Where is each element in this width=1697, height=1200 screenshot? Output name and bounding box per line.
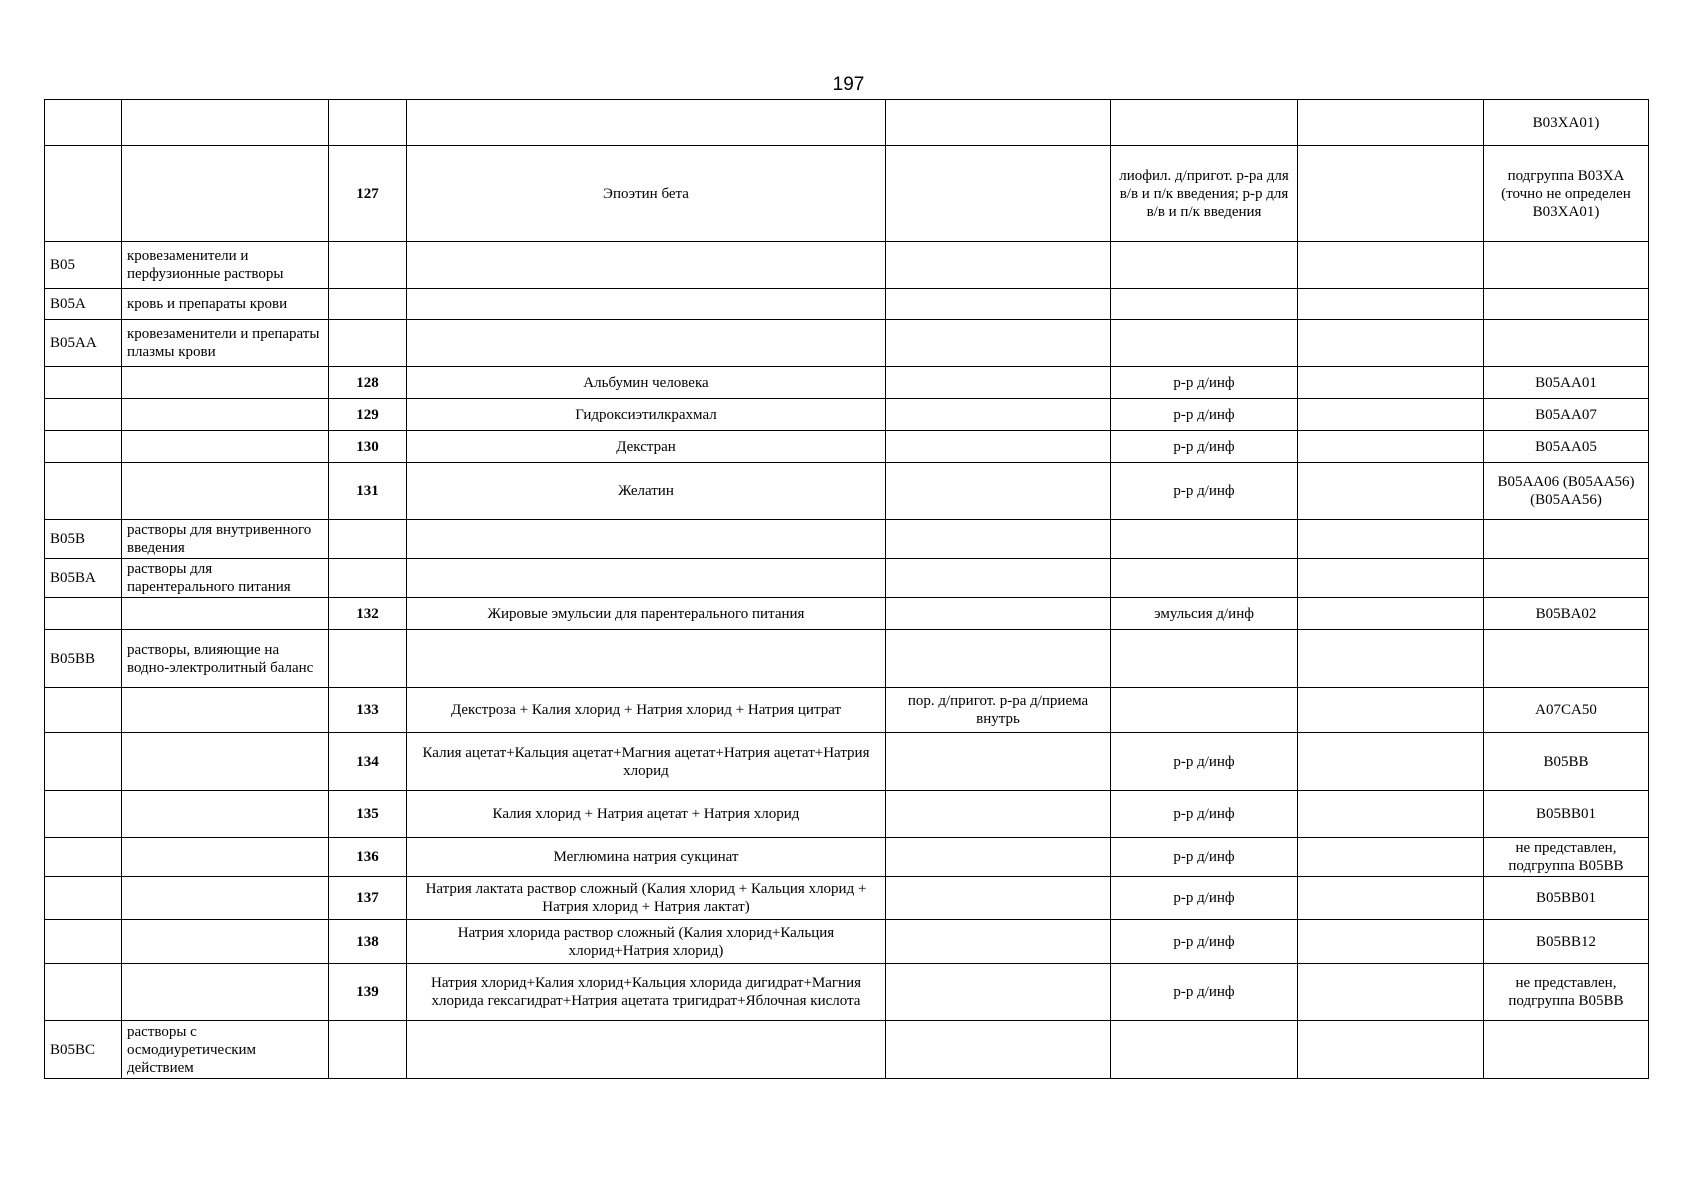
extra-cell (1298, 733, 1484, 791)
item-number-cell (329, 630, 407, 688)
item-number-cell: 130 (329, 431, 407, 463)
table-row (45, 289, 1649, 320)
table-row (45, 877, 1649, 920)
dosage-form-oral-cell (886, 598, 1111, 630)
group-name-cell (122, 688, 329, 733)
atc-code-cell (45, 598, 122, 630)
item-number-cell (329, 1021, 407, 1079)
group-name-cell: кровезаменители и перфузионные растворы (122, 242, 329, 289)
group-name-cell (122, 399, 329, 431)
item-number-cell: 134 (329, 733, 407, 791)
dosage-form-injection-cell: р-р д/инф (1111, 399, 1298, 431)
dosage-form-injection-cell (1111, 688, 1298, 733)
atc-reference-cell: B05BB01 (1484, 791, 1649, 838)
dosage-form-injection-cell: р-р д/инф (1111, 431, 1298, 463)
group-name-cell (122, 146, 329, 242)
drug-name-cell: Эпоэтин бета (407, 146, 886, 242)
dosage-form-oral-cell (886, 964, 1111, 1021)
drug-name-cell: Калия ацетат+Кальция ацетат+Магния ацетат+Натрия ацетат+Натрия хлорид (407, 733, 886, 791)
dosage-form-injection-cell: р-р д/инф (1111, 920, 1298, 964)
table-row (45, 320, 1649, 367)
table-row (45, 838, 1649, 877)
atc-code-cell (45, 399, 122, 431)
dosage-form-oral-cell (886, 630, 1111, 688)
atc-code-cell: B05BB (45, 630, 122, 688)
drug-name-cell: Гидроксиэтилкрахмал (407, 399, 886, 431)
group-name-cell: кровь и препараты крови (122, 289, 329, 320)
atc-code-cell (45, 733, 122, 791)
extra-cell (1298, 964, 1484, 1021)
drug-name-cell: Альбумин человека (407, 367, 886, 399)
drug-name-cell: Калия хлорид + Натрия ацетат + Натрия хлорид (407, 791, 886, 838)
dosage-form-oral-cell (886, 520, 1111, 559)
dosage-form-injection-cell (1111, 630, 1298, 688)
atc-reference-cell: B05AA07 (1484, 399, 1649, 431)
dosage-form-oral-cell (886, 463, 1111, 520)
extra-cell (1298, 520, 1484, 559)
table-row (45, 146, 1649, 242)
item-number-cell: 138 (329, 920, 407, 964)
table-row (45, 431, 1649, 463)
dosage-form-oral-cell (886, 920, 1111, 964)
extra-cell (1298, 242, 1484, 289)
extra-cell (1298, 289, 1484, 320)
dosage-form-injection-cell: р-р д/инф (1111, 791, 1298, 838)
group-name-cell: кровезаменители и препараты плазмы крови (122, 320, 329, 367)
drug-name-cell: Меглюмина натрия сукцинат (407, 838, 886, 877)
dosage-form-injection-cell (1111, 100, 1298, 146)
dosage-form-oral-cell (886, 289, 1111, 320)
group-name-cell: растворы для внутривенного введения (122, 520, 329, 559)
atc-reference-cell: не представлен, подгруппа B05BB (1484, 964, 1649, 1021)
item-number-cell: 139 (329, 964, 407, 1021)
atc-reference-cell: B05BB01 (1484, 877, 1649, 920)
table-row (45, 242, 1649, 289)
atc-reference-cell: B05AA01 (1484, 367, 1649, 399)
table-row (45, 688, 1649, 733)
item-number-cell: 132 (329, 598, 407, 630)
atc-reference-cell (1484, 320, 1649, 367)
extra-cell (1298, 1021, 1484, 1079)
group-name-cell (122, 431, 329, 463)
item-number-cell: 137 (329, 877, 407, 920)
atc-code-cell (45, 688, 122, 733)
table-row (45, 100, 1649, 146)
dosage-form-oral-cell (886, 431, 1111, 463)
item-number-cell: 133 (329, 688, 407, 733)
dosage-form-injection-cell: р-р д/инф (1111, 877, 1298, 920)
page-number: 197 (832, 74, 865, 95)
dosage-form-injection-cell: лиофил. д/пригот. р-ра для в/в и п/к введения; р-р для в/в и п/к введения (1111, 146, 1298, 242)
extra-cell (1298, 367, 1484, 399)
atc-reference-cell (1484, 520, 1649, 559)
atc-reference-cell: B03XA01) (1484, 100, 1649, 146)
drug-name-cell: Декстроза + Калия хлорид + Натрия хлорид + Натрия цитрат (407, 688, 886, 733)
dosage-form-oral-cell (886, 838, 1111, 877)
atc-reference-cell: B05BB12 (1484, 920, 1649, 964)
item-number-cell: 131 (329, 463, 407, 520)
dosage-form-oral-cell (886, 320, 1111, 367)
atc-code-cell (45, 463, 122, 520)
group-name-cell (122, 791, 329, 838)
item-number-cell (329, 289, 407, 320)
atc-reference-cell: не представлен, подгруппа B05BB (1484, 838, 1649, 877)
atc-reference-cell: B05BA02 (1484, 598, 1649, 630)
dosage-form-injection-cell (1111, 320, 1298, 367)
dosage-form-injection-cell: р-р д/инф (1111, 367, 1298, 399)
group-name-cell (122, 100, 329, 146)
atc-code-cell: B05AA (45, 320, 122, 367)
drug-name-cell (407, 320, 886, 367)
atc-code-cell: B05 (45, 242, 122, 289)
atc-code-cell (45, 791, 122, 838)
table-row (45, 733, 1649, 791)
atc-reference-cell (1484, 559, 1649, 598)
group-name-cell: растворы, влияющие на водно-электролитный баланс (122, 630, 329, 688)
dosage-form-oral-cell (886, 1021, 1111, 1079)
atc-code-cell: B05A (45, 289, 122, 320)
extra-cell (1298, 399, 1484, 431)
dosage-form-injection-cell: р-р д/инф (1111, 838, 1298, 877)
dosage-form-injection-cell (1111, 1021, 1298, 1079)
extra-cell (1298, 320, 1484, 367)
dosage-form-injection-cell: р-р д/инф (1111, 463, 1298, 520)
drug-name-cell (407, 1021, 886, 1079)
dosage-form-injection-cell: р-р д/инф (1111, 733, 1298, 791)
atc-code-cell: B05BA (45, 559, 122, 598)
group-name-cell (122, 964, 329, 1021)
atc-code-cell (45, 838, 122, 877)
dosage-form-oral-cell (886, 877, 1111, 920)
extra-cell (1298, 146, 1484, 242)
drug-name-cell (407, 520, 886, 559)
group-name-cell (122, 838, 329, 877)
atc-code-cell (45, 964, 122, 1021)
group-name-cell: растворы с осмодиуретическим действием (122, 1021, 329, 1079)
table-row (45, 463, 1649, 520)
dosage-form-injection-cell: эмульсия д/инф (1111, 598, 1298, 630)
item-number-cell (329, 559, 407, 598)
item-number-cell: 129 (329, 399, 407, 431)
dosage-form-oral-cell (886, 791, 1111, 838)
extra-cell (1298, 100, 1484, 146)
table-row (45, 520, 1649, 559)
item-number-cell: 127 (329, 146, 407, 242)
dosage-form-injection-cell: р-р д/инф (1111, 964, 1298, 1021)
item-number-cell (329, 242, 407, 289)
atc-code-cell (45, 920, 122, 964)
atc-reference-cell: B05AA06 (B05AA56) (B05AA56) (1484, 463, 1649, 520)
group-name-cell: растворы для парентерального питания (122, 559, 329, 598)
atc-code-cell (45, 877, 122, 920)
atc-code-cell: B05B (45, 520, 122, 559)
table-row (45, 598, 1649, 630)
atc-code-cell (45, 367, 122, 399)
dosage-form-oral-cell (886, 733, 1111, 791)
atc-reference-cell (1484, 630, 1649, 688)
dosage-form-injection-cell (1111, 520, 1298, 559)
group-name-cell (122, 463, 329, 520)
extra-cell (1298, 791, 1484, 838)
dosage-form-oral-cell (886, 367, 1111, 399)
item-number-cell: 135 (329, 791, 407, 838)
group-name-cell (122, 598, 329, 630)
dosage-form-oral-cell (886, 100, 1111, 146)
group-name-cell (122, 733, 329, 791)
atc-reference-cell (1484, 1021, 1649, 1079)
table-row (45, 1021, 1649, 1079)
atc-reference-cell (1484, 289, 1649, 320)
drug-name-cell: Декстран (407, 431, 886, 463)
atc-code-cell: B05BC (45, 1021, 122, 1079)
table-row (45, 964, 1649, 1021)
atc-reference-cell: B05AA05 (1484, 431, 1649, 463)
item-number-cell (329, 100, 407, 146)
drug-name-cell: Желатин (407, 463, 886, 520)
extra-cell (1298, 463, 1484, 520)
dosage-form-oral-cell (886, 146, 1111, 242)
atc-reference-cell: подгруппа B03XA (точно не определен B03XA01) (1484, 146, 1649, 242)
extra-cell (1298, 838, 1484, 877)
drug-name-cell (407, 559, 886, 598)
group-name-cell (122, 877, 329, 920)
dosage-form-oral-cell: пор. д/пригот. р-ра д/приема внутрь (886, 688, 1111, 733)
drug-name-cell (407, 289, 886, 320)
atc-reference-cell: B05BB (1484, 733, 1649, 791)
drug-name-cell: Натрия хлорида раствор сложный (Калия хлорид+Кальция хлорид+Натрия хлорид) (407, 920, 886, 964)
drug-table (44, 99, 1649, 1079)
atc-code-cell (45, 146, 122, 242)
table-row (45, 367, 1649, 399)
item-number-cell (329, 520, 407, 559)
group-name-cell (122, 367, 329, 399)
drug-name-cell: Натрия хлорид+Калия хлорид+Кальция хлорида дигидрат+Магния хлорида гексагидрат+Натрия ацетата тригидрат+Яблочная кислота (407, 964, 886, 1021)
table-row (45, 559, 1649, 598)
extra-cell (1298, 877, 1484, 920)
extra-cell (1298, 630, 1484, 688)
table-row (45, 920, 1649, 964)
dosage-form-injection-cell (1111, 242, 1298, 289)
dosage-form-injection-cell (1111, 289, 1298, 320)
extra-cell (1298, 559, 1484, 598)
extra-cell (1298, 688, 1484, 733)
dosage-form-injection-cell (1111, 559, 1298, 598)
table-row (45, 399, 1649, 431)
extra-cell (1298, 920, 1484, 964)
item-number-cell: 128 (329, 367, 407, 399)
drug-name-cell: Жировые эмульсии для парентерального питания (407, 598, 886, 630)
table-row (45, 791, 1649, 838)
dosage-form-oral-cell (886, 559, 1111, 598)
drug-name-cell (407, 630, 886, 688)
atc-code-cell (45, 431, 122, 463)
dosage-form-oral-cell (886, 242, 1111, 289)
group-name-cell (122, 920, 329, 964)
extra-cell (1298, 598, 1484, 630)
item-number-cell (329, 320, 407, 367)
atc-reference-cell: A07CA50 (1484, 688, 1649, 733)
drug-name-cell (407, 100, 886, 146)
dosage-form-oral-cell (886, 399, 1111, 431)
extra-cell (1298, 431, 1484, 463)
drug-name-cell (407, 242, 886, 289)
atc-code-cell (45, 100, 122, 146)
atc-reference-cell (1484, 242, 1649, 289)
table-row (45, 630, 1649, 688)
item-number-cell: 136 (329, 838, 407, 877)
drug-name-cell: Натрия лактата раствор сложный (Калия хлорид + Кальция хлорид + Натрия хлорид + Натрия лактат) (407, 877, 886, 920)
